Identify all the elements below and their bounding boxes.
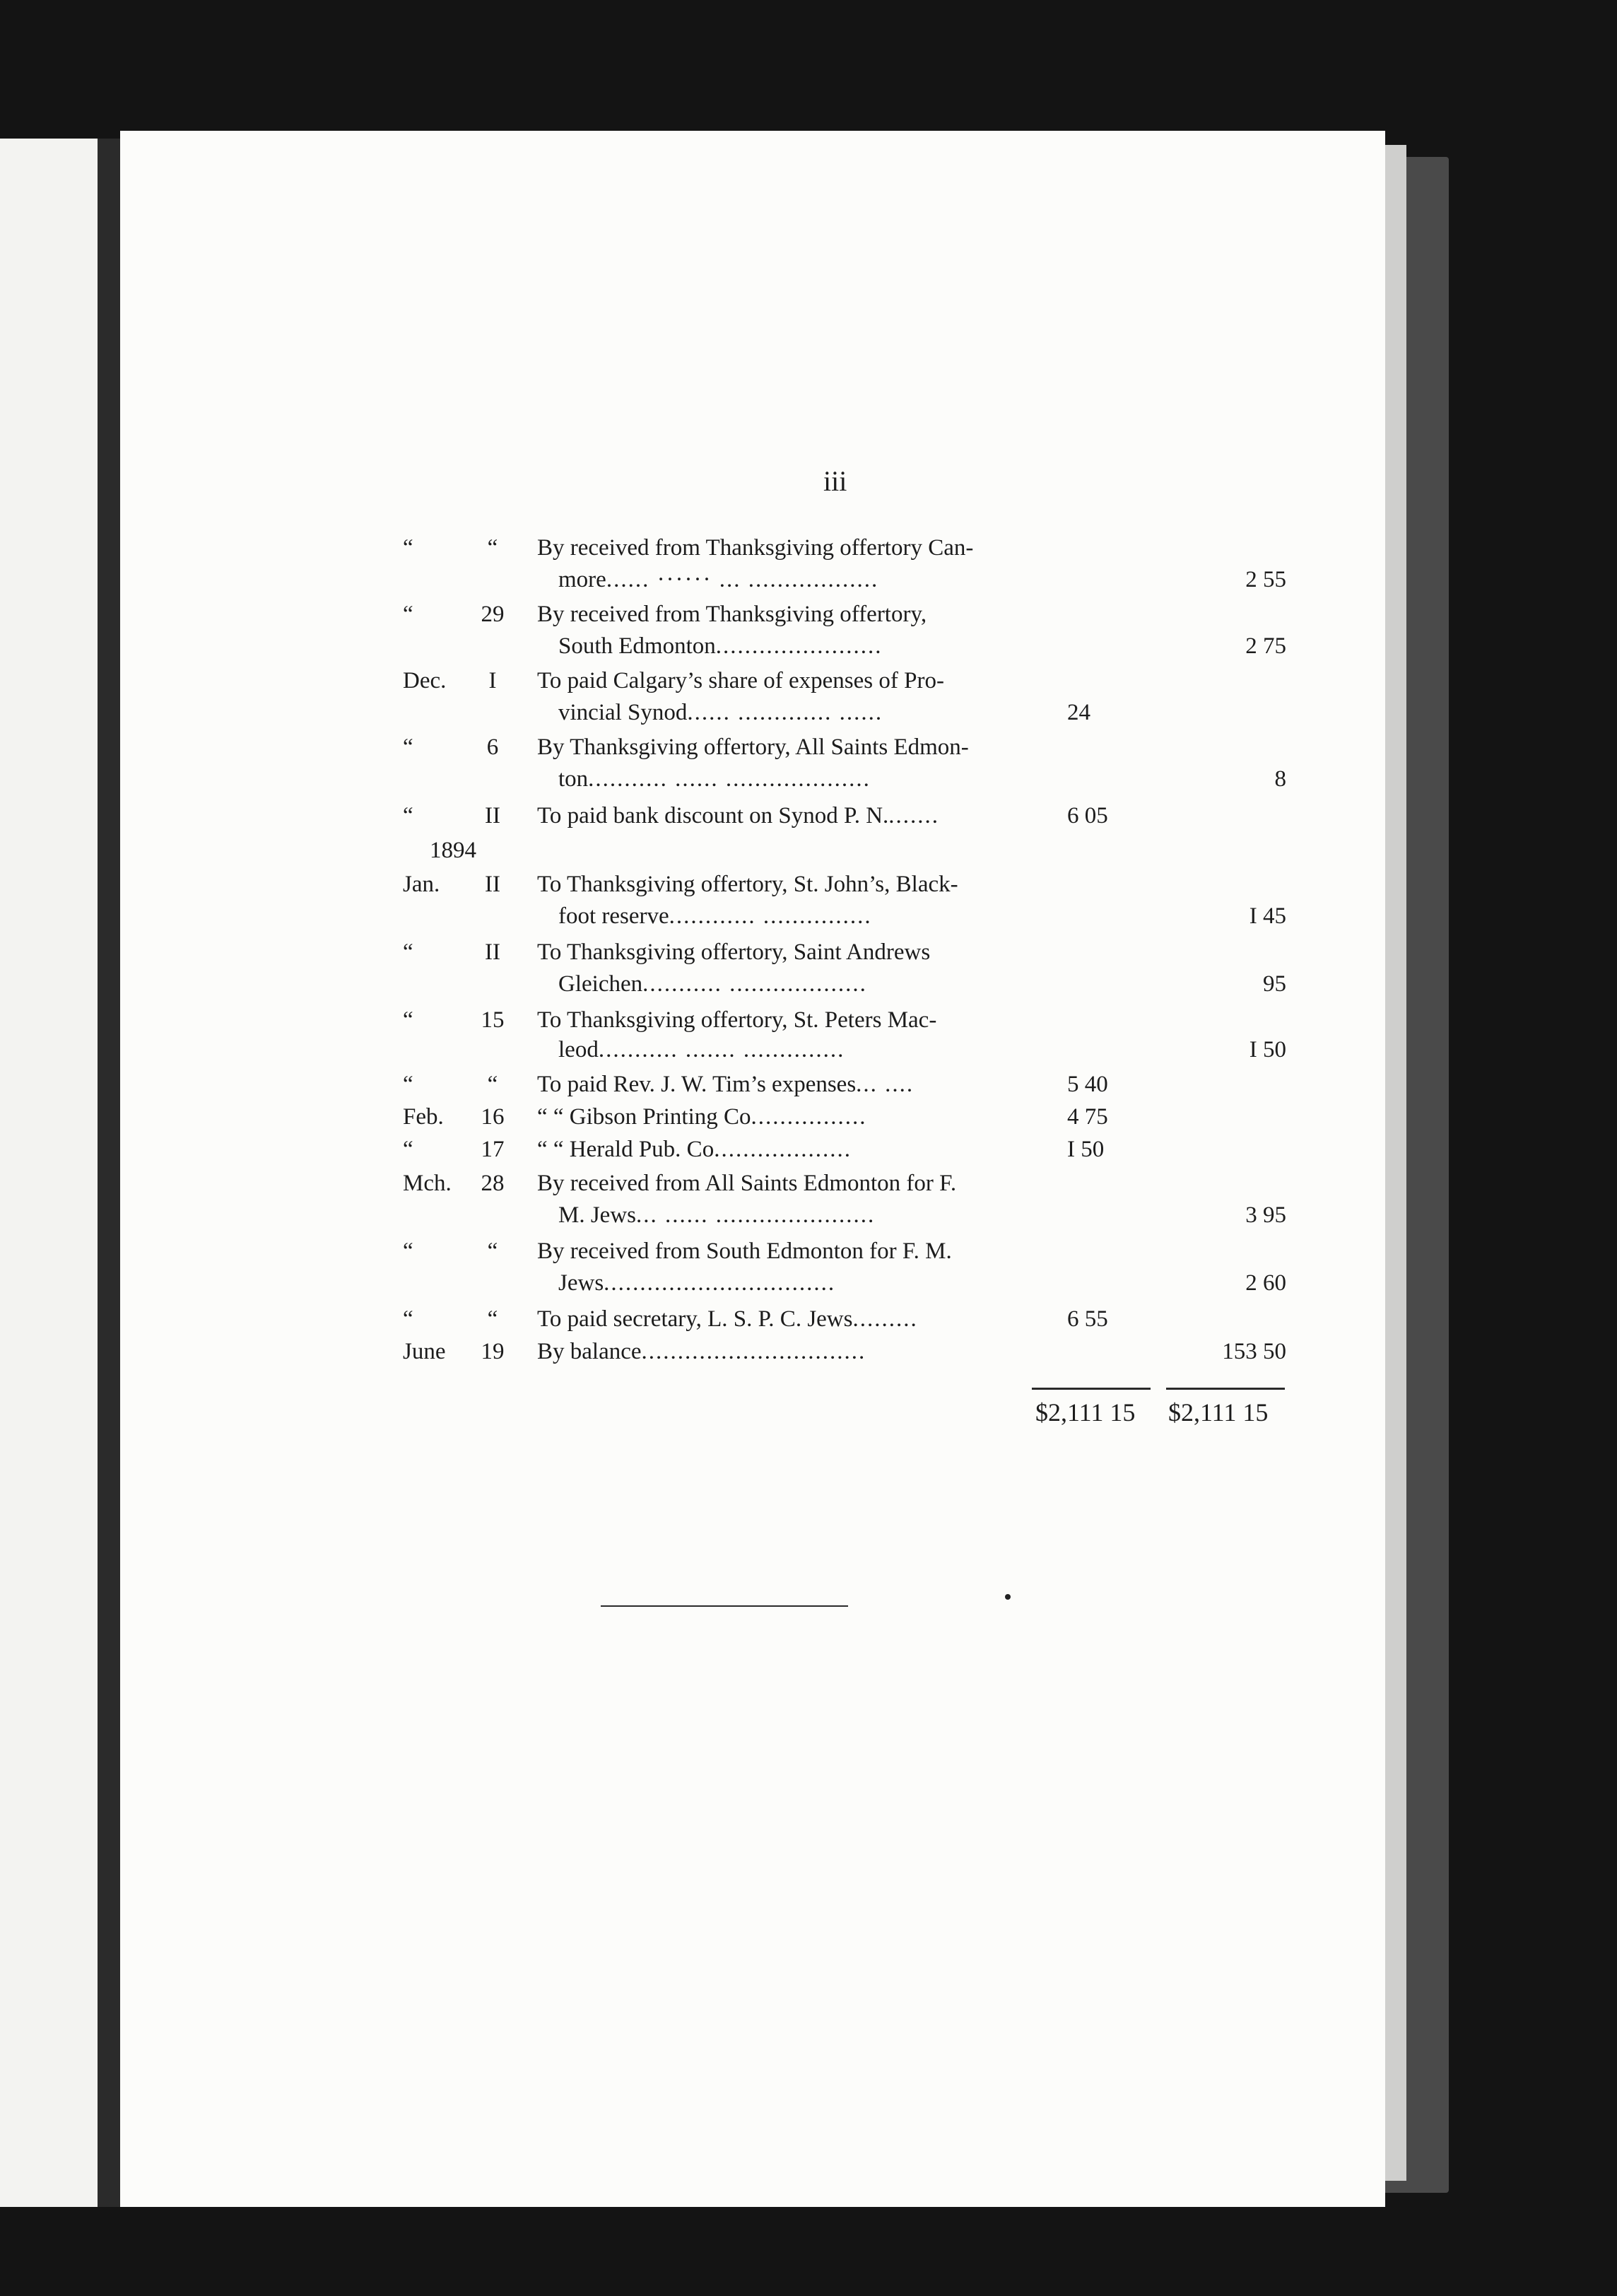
entry-description [537,1235,1060,1267]
entry-month: “ [403,939,413,965]
dot-leader: ... ...... ...................... [636,1202,876,1228]
entry-month: Dec. [403,668,447,693]
entry-day: II [485,803,500,828]
credit-amount: I 50 [1249,1037,1286,1062]
entry-text: foot reserve [558,903,669,929]
book-page [120,131,1385,2207]
book-spine [98,139,120,2207]
entry-text: To paid bank discount on Synod P. N. [537,803,889,828]
entry-month: June [403,1339,446,1364]
credit-amount: 153 50 [1222,1339,1286,1364]
entry-text: “ “ Herald Pub. Co [537,1137,715,1162]
entry-text: more [558,567,606,592]
entry-description [558,763,1060,795]
entry-text: To Thanksgiving offertory, St. John’s, Black- [537,872,958,897]
credit-amount: 2 55 [1245,567,1286,592]
left-page-edge [0,139,106,2207]
entry-text: To paid Calgary’s share of expenses of Pro- [537,668,944,693]
entry-day: 15 [481,1007,505,1033]
entry-description [537,1101,1060,1133]
entry-month: “ [403,803,413,828]
dot-leader: ................................ [604,1270,836,1296]
entry-description [558,1033,1060,1066]
entry-day: 16 [481,1104,505,1130]
credit-amount: 95 [1263,971,1286,997]
dot-leader: ................ [751,1104,867,1130]
entry-text: M. Jews [558,1202,637,1228]
end-rule [601,1605,848,1607]
entry-month: Feb. [403,1104,444,1130]
dot-leader: ....................... [715,633,883,659]
entry-description [537,1068,1060,1101]
entry-text: By received from All Saints Edmonton for F. [537,1171,957,1196]
dot-leader: ....... [888,803,940,828]
entry-day: II [485,872,500,897]
entry-text: South Edmonton [558,633,716,659]
entry-day: 29 [481,602,505,627]
entry-day: “ [487,1072,498,1097]
entry-description [537,1004,1060,1036]
entry-text: ton [558,766,589,792]
entry-text: To paid Rev. J. W. Tim’s expenses [537,1072,857,1097]
entry-description [537,664,1060,697]
debit-total-rule [1032,1388,1151,1390]
dot-leader: ........... ................... [642,971,867,997]
dot-leader: ......... [852,1306,918,1332]
debit-amount: 5 40 [1067,1072,1108,1097]
entry-day: 28 [481,1171,505,1196]
debit-amount: 6 05 [1067,803,1108,828]
entry-day: 19 [481,1339,505,1364]
credit-amount: 3 95 [1245,1202,1286,1228]
entry-description [537,1167,1060,1200]
entry-day: “ [487,535,498,561]
year-heading: 1894 [430,838,476,863]
debit-amount: 6 55 [1067,1306,1108,1332]
credit-total-rule [1166,1388,1285,1390]
entry-text: By balance [537,1339,642,1364]
entry-month: Jan. [403,872,440,897]
entry-month: “ [403,1007,413,1033]
entry-text: leod [558,1037,599,1062]
entry-text: By received from Thanksgiving offertory Can- [537,535,974,561]
entry-text: Jews [558,1270,604,1296]
entry-description [558,900,1060,932]
entry-month: “ [403,1238,413,1264]
entry-description [558,1199,1060,1231]
debit-amount: I 50 [1067,1137,1105,1162]
entry-day: II [485,939,500,965]
entry-description [537,532,1060,564]
entry-description [558,563,1060,596]
entry-text: By received from Thanksgiving offertory, [537,602,927,627]
entry-text: Gleichen [558,971,643,997]
entry-month: Mch. [403,1171,452,1196]
entry-text: To Thanksgiving offertory, St. Peters Mac- [537,1007,937,1033]
entry-month: “ [403,734,413,760]
debit-total: $2,111 15 [1035,1398,1136,1427]
entry-description [537,1133,1060,1166]
entry-month: “ [403,1137,413,1162]
dot-leader: ........... ....... .............. [598,1037,845,1062]
page-number: iii [823,465,847,497]
entry-description [537,731,1060,763]
entry-text: “ “ Gibson Printing Co [537,1104,751,1130]
dot-leader: ...... ······ ... .................. [606,567,879,592]
credit-amount: 2 60 [1245,1270,1286,1296]
entry-description [537,936,1060,968]
entry-text: vincial Synod [558,700,688,725]
entry-description [537,868,1060,901]
credit-amount: 8 [1274,766,1286,792]
dot-leader: ... .... [856,1072,915,1097]
credit-amount: 2 75 [1245,633,1286,659]
credit-amount: I 45 [1249,903,1286,929]
dot-leader: ................... [714,1137,852,1162]
entry-text: By Thanksgiving offertory, All Saints Edmon- [537,734,969,760]
entry-description [558,1267,1060,1299]
entry-day: “ [487,1306,498,1332]
entry-description [558,696,1060,729]
dot-leader: ............................... [641,1339,866,1364]
entry-day: 17 [481,1137,505,1162]
entry-day: “ [487,1238,498,1264]
entry-month: “ [403,602,413,627]
entry-description [537,598,1060,631]
entry-description [558,968,1060,1000]
debit-amount: 4 75 [1067,1104,1108,1130]
dot-leader: ............ ............... [669,903,872,929]
entry-description [537,1303,1060,1335]
entry-description [537,1335,1060,1368]
entry-description [558,630,1060,662]
credit-total: $2,111 15 [1168,1398,1269,1427]
entry-month: “ [403,1072,413,1097]
entry-day: 6 [486,734,499,760]
entry-month: “ [403,1306,413,1332]
entry-text: To Thanksgiving offertory, Saint Andrews [537,939,931,965]
entry-month: “ [403,535,413,561]
speck [1005,1594,1011,1600]
dot-leader: ...... ............. ...... [687,700,883,725]
entry-text: To paid secretary, L. S. P. C. Jews [537,1306,853,1332]
entry-day: I [488,668,497,693]
debit-amount: 24 [1067,700,1090,725]
dot-leader: ........... ...... .................... [588,766,871,792]
entry-description [537,800,1060,832]
entry-text: By received from South Edmonton for F. M. [537,1238,952,1264]
